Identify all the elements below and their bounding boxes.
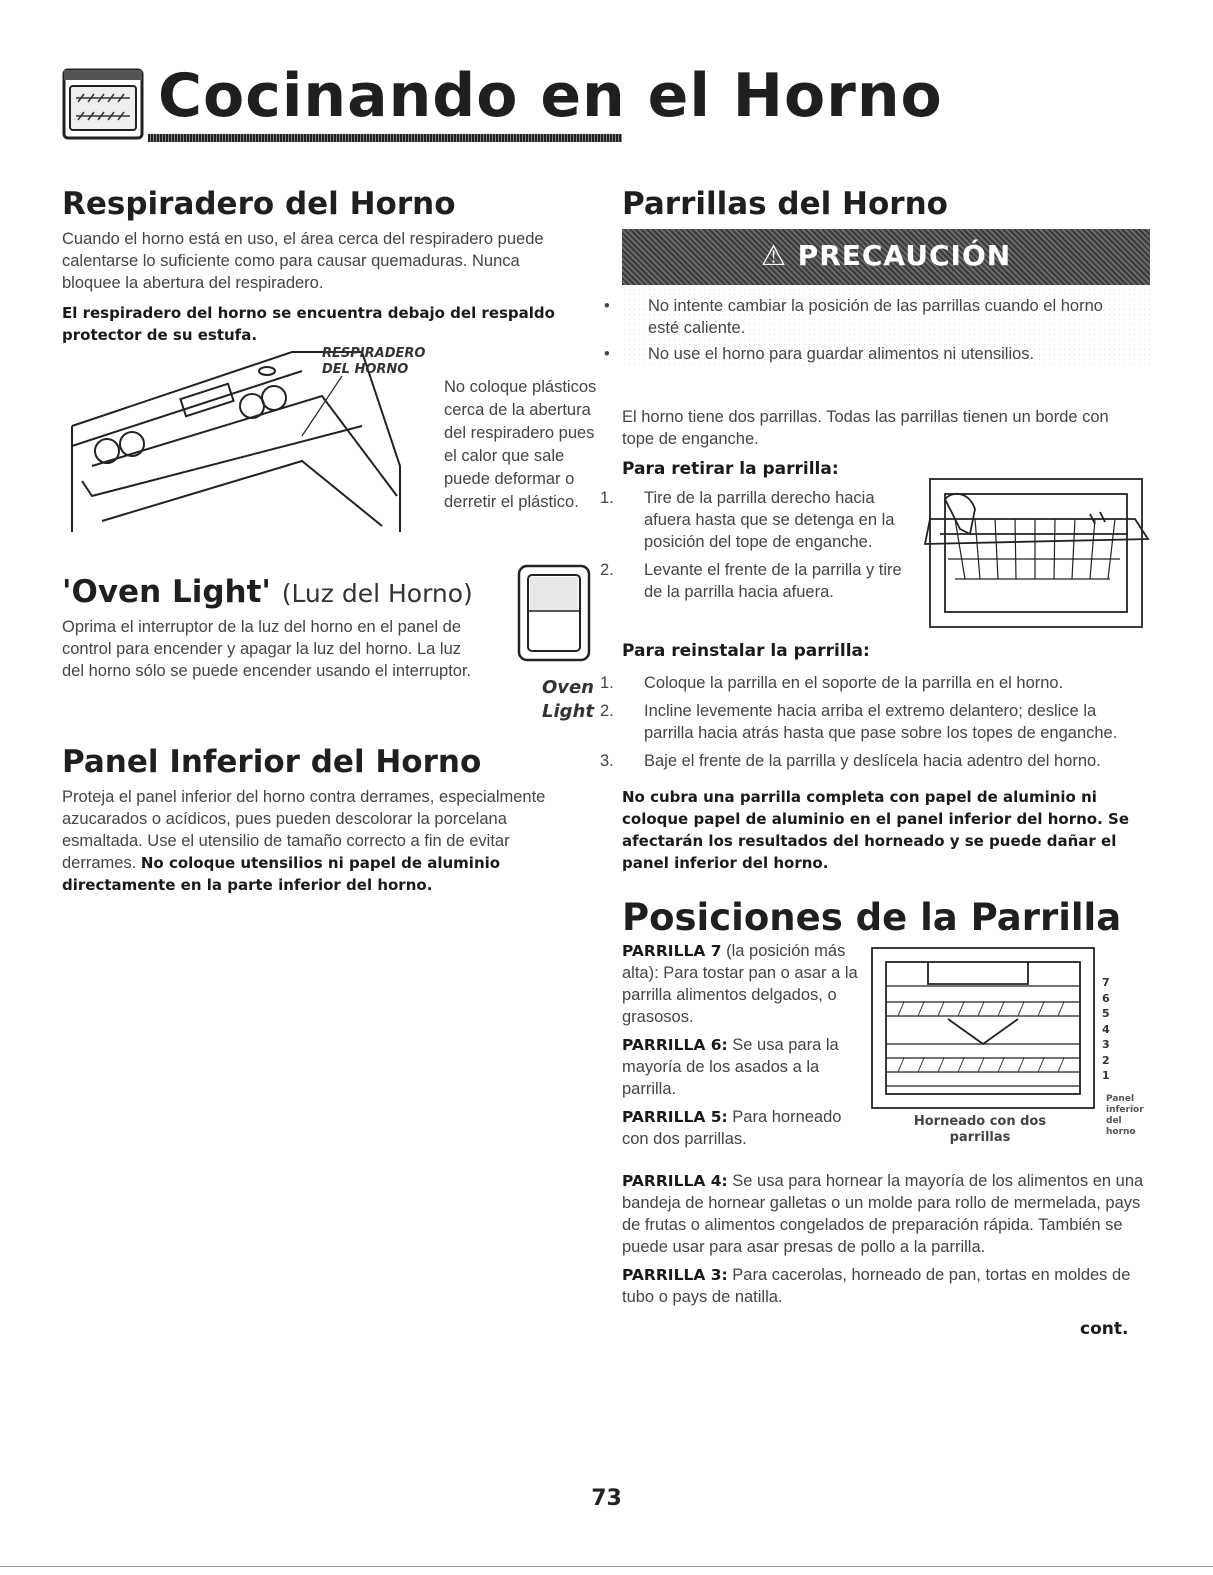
vent-heading: Respiradero del Horno xyxy=(62,186,456,222)
rack-removal-illustration xyxy=(920,474,1150,634)
precaution-banner xyxy=(622,229,1150,285)
continued-label: cont. xyxy=(1080,1319,1129,1339)
precaution-list xyxy=(604,287,1150,369)
rack-positions-list-top xyxy=(622,940,862,1150)
bottom-panel-heading: Panel Inferior del Horno xyxy=(62,744,482,780)
rack-position-numbers: 7 6 5 4 3 2 1 xyxy=(1102,976,1110,1082)
rack-position-item: PARRILLA 7 (la posición más alta): Para tostar pan o asar a la parrilla alimentos delgados, o grasosos. xyxy=(622,942,858,1026)
remove-rack-heading: Para retirar la parrilla: xyxy=(622,459,839,479)
rack-position-item: PARRILLA 3: Para cacerolas, horneado de pan, tortas en moldes de tubo o pays de natilla. xyxy=(622,1266,1131,1306)
warning-triangle-icon: ⚠ xyxy=(760,239,798,272)
vent-bold-note: El respiradero del horno se encuentra debajo del respaldo protector de su estufa. xyxy=(62,304,555,344)
page-bottom-rule xyxy=(0,1566,1213,1567)
oven-light-heading: 'Oven Light' (Luz del Horno) xyxy=(62,574,473,610)
light-switch-label: Oven Light xyxy=(541,677,594,722)
oven-light-paragraph: Oprima el interruptor de la luz del horno en el panel de control para encender y apagar la luz del horno. La luz del horno sólo se puede encender usando el interruptor. xyxy=(62,618,472,680)
rack-positions-heading: Posiciones de la Parrilla xyxy=(622,896,1122,939)
diagram-caption: Horneado con dos parrillas xyxy=(913,1114,1047,1145)
page-number: 73 xyxy=(591,1486,622,1511)
list-item: 1. Tire de la parrilla derecho hacia afuera hasta que se detenga en la posición del tope de enganche. xyxy=(600,489,895,551)
reinstall-rack-heading: Para reinstalar la parrilla: xyxy=(622,641,870,661)
list-item: 1. Coloque la parrilla en el soporte de la parrilla en el horno. xyxy=(600,674,1064,692)
page-title: Cocinando en el Horno xyxy=(158,61,943,131)
racks-intro: El horno tiene dos parrillas. Todas las parrillas tienen un borde con tope de enganche. xyxy=(622,408,1109,448)
precaution-title: ⚠ PRECAUCIÓN xyxy=(760,239,1012,272)
rack-positions-diagram xyxy=(868,944,1098,1114)
precaution-item: • No use el horno para guardar alimentos ni utensilios. xyxy=(604,345,1035,363)
rack-positions-list-bottom xyxy=(622,1170,1147,1308)
list-item: 2. Levante el frente de la parrilla y tire de la parrilla hacia afuera. xyxy=(600,561,902,601)
remove-steps xyxy=(600,487,907,603)
vent-figure-label: RESPIRADERO DEL HORNO xyxy=(322,346,426,377)
list-item: 2. Incline levemente hacia arriba el extremo delantero; deslice la parrilla hacia atrás hasta que pase sobre los topes de enganche. xyxy=(600,702,1118,742)
vent-paragraph: Cuando el horno está en uso, el área cerca del respiradero puede calentarse lo suficiente como para causar quemaduras. Nunca bloquee la abertura del respiradero. xyxy=(62,230,544,292)
list-item: 3. Baje el frente de la parrilla y deslícela hacia adentro del horno. xyxy=(600,752,1101,770)
racks-warning: No cubra una parrilla completa con papel de aluminio ni coloque papel de aluminio en el panel inferior del horno. Se afectarán los resultados del horneado y se puede dañar el panel inferior del horno. xyxy=(622,788,1129,872)
rack-position-item: PARRILLA 4: Se usa para hornear la mayoría de los alimentos en una bandeja de hornear galletas o un molde para rollo de mermelada, pays de frutas o alimentos congelados de preparación rápida. También se puede usar para asar presas de pollo a la parrilla. xyxy=(622,1172,1144,1256)
precaution-item: • No intente cambiar la posición de las parrillas cuando el horno esté caliente. xyxy=(604,297,1103,337)
title-underline xyxy=(148,134,622,142)
oven-icon xyxy=(62,68,144,140)
vent-side-note: No coloque plásticos cerca de la abertura del respiradero pues el calor que sale puede deformar o derretir el plástico. xyxy=(444,378,597,511)
rack-position-item: PARRILLA 5: Para horneado con dos parrillas. xyxy=(622,1108,842,1148)
bottom-panel-paragraph: Proteja el panel inferior del horno contra derrames, especialmente azucarados o acídicos, pues pueden descolorar la porcelana esmaltada. Use el utensilio de tamaño correcto a fin de evitar derrames. No coloque utensilios ni papel de aluminio directamente en la parte inferior del horno. xyxy=(62,788,546,894)
light-switch-icon xyxy=(516,563,592,663)
rack-position-item: PARRILLA 6: Se usa para la mayoría de los asados a la parrilla. xyxy=(622,1036,839,1098)
reinstall-steps xyxy=(600,672,1142,772)
bottom-panel-label: Panel inferior del horno xyxy=(1106,1094,1144,1137)
racks-heading: Parrillas del Horno xyxy=(622,186,948,222)
